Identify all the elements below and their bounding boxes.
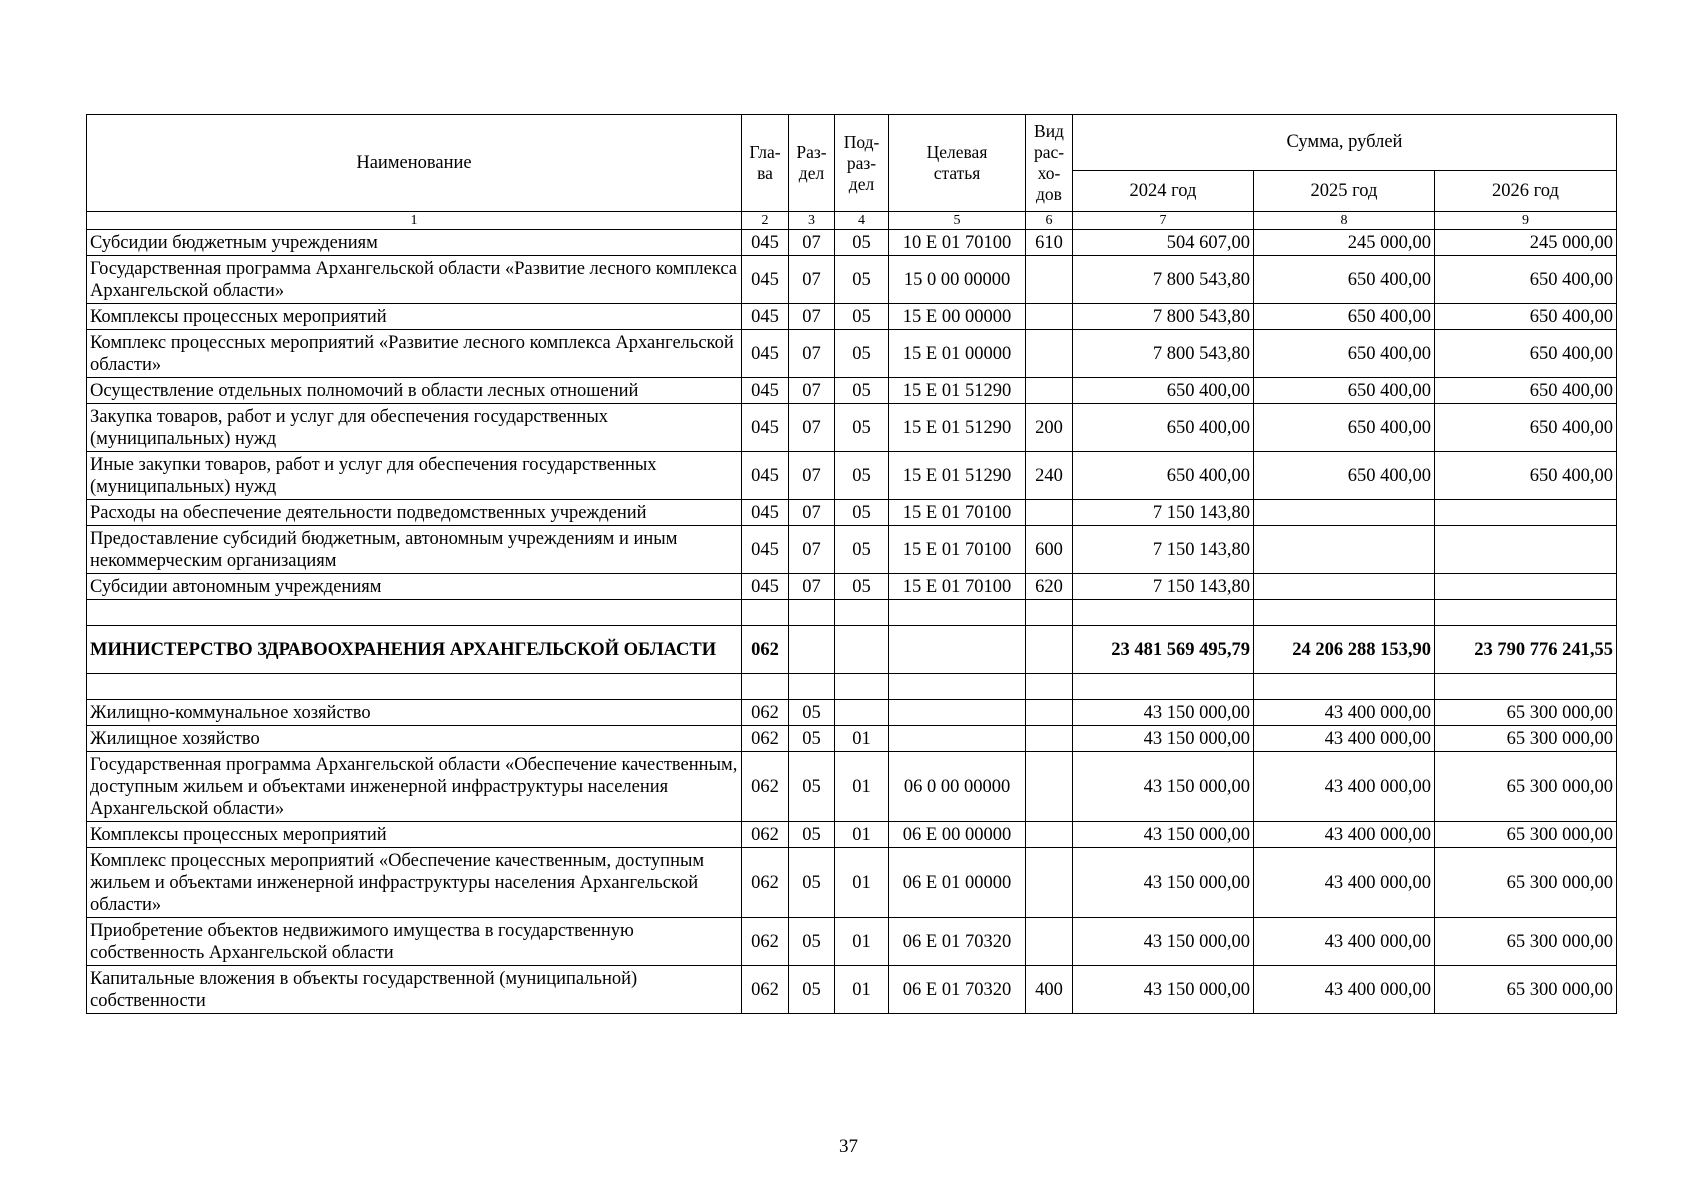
column-number: 9 <box>1435 212 1617 230</box>
row-razdel: 05 <box>789 752 835 822</box>
row-razdel: 07 <box>789 574 835 600</box>
row-sum-2024: 650 400,00 <box>1073 404 1254 452</box>
row-glava: 045 <box>742 230 789 256</box>
row-tselevaya-statya: 06 Е 01 00000 <box>889 848 1026 918</box>
row-sum-2025: 650 400,00 <box>1254 404 1435 452</box>
row-sum-2025 <box>1254 600 1435 626</box>
row-sum-2025: 650 400,00 <box>1254 256 1435 304</box>
row-tselevaya-statya: 15 Е 01 51290 <box>889 378 1026 404</box>
row-sum-2026: 65 300 000,00 <box>1435 918 1617 966</box>
row-vid-raskhodov <box>1026 848 1073 918</box>
row-razdel: 07 <box>789 256 835 304</box>
row-vid-raskhodov <box>1026 726 1073 752</box>
column-number: 7 <box>1073 212 1254 230</box>
row-sum-2024: 7 150 143,80 <box>1073 500 1254 526</box>
row-glava: 062 <box>742 626 789 674</box>
row-name: Государственная программа Архангельской области «Развитие лесного комплекса Архангельской области» <box>87 256 742 304</box>
column-number: 4 <box>835 212 889 230</box>
row-name: Субсидии автономным учреждениям <box>87 574 742 600</box>
row-sum-2026: 23 790 776 241,55 <box>1435 626 1617 674</box>
row-tselevaya-statya: 06 Е 00 00000 <box>889 822 1026 848</box>
column-numbers-row <box>87 212 1617 230</box>
row-sum-2024 <box>1073 600 1254 626</box>
row-name <box>87 600 742 626</box>
row-sum-2025: 650 400,00 <box>1254 452 1435 500</box>
row-sum-2026 <box>1435 500 1617 526</box>
row-sum-2024 <box>1073 674 1254 700</box>
row-podrazdel: 05 <box>835 256 889 304</box>
row-tselevaya-statya: 06 Е 01 70320 <box>889 966 1026 1014</box>
row-sum-2025: 245 000,00 <box>1254 230 1435 256</box>
table-row <box>87 526 1617 574</box>
row-podrazdel: 05 <box>835 452 889 500</box>
row-glava: 045 <box>742 256 789 304</box>
row-name: Приобретение объектов недвижимого имущества в государственную собственность Архангельской области <box>87 918 742 966</box>
row-sum-2026 <box>1435 674 1617 700</box>
row-sum-2024: 7 150 143,80 <box>1073 526 1254 574</box>
row-sum-2026: 650 400,00 <box>1435 304 1617 330</box>
row-podrazdel <box>835 626 889 674</box>
header-glava: Гла- ва <box>742 115 789 212</box>
table-row <box>87 674 1617 700</box>
table-row <box>87 822 1617 848</box>
row-podrazdel: 01 <box>835 848 889 918</box>
row-vid-raskhodov <box>1026 256 1073 304</box>
row-sum-2025 <box>1254 674 1435 700</box>
row-name: Комплексы процессных мероприятий <box>87 822 742 848</box>
row-podrazdel: 01 <box>835 966 889 1014</box>
row-sum-2026: 65 300 000,00 <box>1435 726 1617 752</box>
row-podrazdel <box>835 700 889 726</box>
row-podrazdel: 05 <box>835 330 889 378</box>
row-vid-raskhodov <box>1026 626 1073 674</box>
row-glava: 062 <box>742 848 789 918</box>
row-razdel: 07 <box>789 330 835 378</box>
row-podrazdel: 01 <box>835 918 889 966</box>
budget-table <box>86 114 1617 1014</box>
row-sum-2024: 43 150 000,00 <box>1073 752 1254 822</box>
row-sum-2025: 43 400 000,00 <box>1254 822 1435 848</box>
row-razdel: 05 <box>789 700 835 726</box>
column-number: 2 <box>742 212 789 230</box>
table-row <box>87 918 1617 966</box>
row-name: Осуществление отдельных полномочий в области лесных отношений <box>87 378 742 404</box>
table-row <box>87 230 1617 256</box>
row-sum-2026: 650 400,00 <box>1435 404 1617 452</box>
row-sum-2025: 43 400 000,00 <box>1254 966 1435 1014</box>
row-tselevaya-statya: 15 Е 01 51290 <box>889 452 1026 500</box>
row-sum-2024: 43 150 000,00 <box>1073 822 1254 848</box>
row-sum-2025: 43 400 000,00 <box>1254 848 1435 918</box>
row-name: Предоставление субсидий бюджетным, автономным учреждениям и иным некоммерческим организациям <box>87 526 742 574</box>
row-glava: 045 <box>742 452 789 500</box>
table-header <box>87 115 1617 230</box>
row-sum-2024: 43 150 000,00 <box>1073 966 1254 1014</box>
row-razdel <box>789 674 835 700</box>
row-name <box>87 674 742 700</box>
row-sum-2026 <box>1435 526 1617 574</box>
table-row <box>87 626 1617 674</box>
row-tselevaya-statya: 15 Е 01 51290 <box>889 404 1026 452</box>
row-sum-2024: 43 150 000,00 <box>1073 848 1254 918</box>
row-name: Комплекс процессных мероприятий «Обеспечение качественным, доступным жильем и объектами инженерной инфраструктуры населения Архангельской области» <box>87 848 742 918</box>
row-sum-2025: 650 400,00 <box>1254 330 1435 378</box>
row-sum-2025: 43 400 000,00 <box>1254 752 1435 822</box>
row-vid-raskhodov <box>1026 700 1073 726</box>
row-tselevaya-statya: 15 Е 00 00000 <box>889 304 1026 330</box>
row-name: Комплексы процессных мероприятий <box>87 304 742 330</box>
column-number: 6 <box>1026 212 1073 230</box>
row-razdel: 07 <box>789 452 835 500</box>
row-sum-2024: 43 150 000,00 <box>1073 726 1254 752</box>
row-vid-raskhodov <box>1026 500 1073 526</box>
row-vid-raskhodov: 400 <box>1026 966 1073 1014</box>
table-row <box>87 452 1617 500</box>
row-glava: 045 <box>742 304 789 330</box>
row-glava: 062 <box>742 918 789 966</box>
row-name: Комплекс процессных мероприятий «Развитие лесного комплекса Архангельской области» <box>87 330 742 378</box>
row-razdel: 07 <box>789 378 835 404</box>
row-razdel: 05 <box>789 726 835 752</box>
row-sum-2026: 65 300 000,00 <box>1435 822 1617 848</box>
row-glava: 062 <box>742 726 789 752</box>
row-sum-2025: 650 400,00 <box>1254 378 1435 404</box>
column-number: 8 <box>1254 212 1435 230</box>
row-sum-2026: 650 400,00 <box>1435 452 1617 500</box>
row-sum-2025 <box>1254 574 1435 600</box>
row-glava: 062 <box>742 700 789 726</box>
row-sum-2026 <box>1435 600 1617 626</box>
row-sum-2026: 650 400,00 <box>1435 378 1617 404</box>
row-razdel: 07 <box>789 526 835 574</box>
row-glava <box>742 674 789 700</box>
table-row <box>87 574 1617 600</box>
row-glava: 062 <box>742 752 789 822</box>
row-sum-2025 <box>1254 500 1435 526</box>
row-vid-raskhodov <box>1026 304 1073 330</box>
row-tselevaya-statya <box>889 626 1026 674</box>
row-sum-2024: 43 150 000,00 <box>1073 918 1254 966</box>
row-glava: 045 <box>742 526 789 574</box>
row-sum-2026: 65 300 000,00 <box>1435 966 1617 1014</box>
row-razdel: 07 <box>789 230 835 256</box>
row-vid-raskhodov: 610 <box>1026 230 1073 256</box>
row-sum-2026: 65 300 000,00 <box>1435 752 1617 822</box>
row-tselevaya-statya: 15 0 00 00000 <box>889 256 1026 304</box>
table-row <box>87 700 1617 726</box>
row-tselevaya-statya <box>889 700 1026 726</box>
column-number: 1 <box>87 212 742 230</box>
table-row <box>87 304 1617 330</box>
row-glava: 045 <box>742 500 789 526</box>
header-year-2025: 2025 год <box>1254 171 1435 212</box>
row-razdel: 07 <box>789 304 835 330</box>
row-sum-2024: 7 800 543,80 <box>1073 330 1254 378</box>
row-podrazdel: 05 <box>835 500 889 526</box>
row-name: Государственная программа Архангельской области «Обеспечение качественным, доступным жильем и объектами инженерной инфраструктуры населения Архангельской области» <box>87 752 742 822</box>
row-podrazdel: 05 <box>835 404 889 452</box>
row-sum-2026: 650 400,00 <box>1435 256 1617 304</box>
row-name: Капитальные вложения в объекты государственной (муниципальной) собственности <box>87 966 742 1014</box>
row-razdel: 07 <box>789 500 835 526</box>
header-podrazdel: Под- раз- дел <box>835 115 889 212</box>
row-podrazdel <box>835 600 889 626</box>
row-razdel: 05 <box>789 918 835 966</box>
row-name: Субсидии бюджетным учреждениям <box>87 230 742 256</box>
row-vid-raskhodov <box>1026 600 1073 626</box>
row-sum-2024: 7 800 543,80 <box>1073 304 1254 330</box>
table-row <box>87 330 1617 378</box>
row-sum-2024: 23 481 569 495,79 <box>1073 626 1254 674</box>
row-tselevaya-statya: 15 Е 01 00000 <box>889 330 1026 378</box>
row-sum-2026: 245 000,00 <box>1435 230 1617 256</box>
row-tselevaya-statya <box>889 674 1026 700</box>
header-summa: Сумма, рублей <box>1073 115 1617 171</box>
row-razdel: 05 <box>789 848 835 918</box>
header-razdel: Раз- дел <box>789 115 835 212</box>
row-razdel: 07 <box>789 404 835 452</box>
row-sum-2026: 650 400,00 <box>1435 330 1617 378</box>
row-podrazdel: 01 <box>835 726 889 752</box>
row-razdel <box>789 626 835 674</box>
header-year-2024: 2024 год <box>1073 171 1254 212</box>
row-vid-raskhodov <box>1026 752 1073 822</box>
table-row <box>87 848 1617 918</box>
row-name: Жилищное хозяйство <box>87 726 742 752</box>
row-vid-raskhodov: 200 <box>1026 404 1073 452</box>
row-podrazdel: 01 <box>835 752 889 822</box>
row-podrazdel <box>835 674 889 700</box>
row-glava: 062 <box>742 966 789 1014</box>
row-podrazdel: 05 <box>835 230 889 256</box>
row-razdel: 05 <box>789 822 835 848</box>
row-sum-2024: 650 400,00 <box>1073 378 1254 404</box>
row-name: МИНИСТЕРСТВО ЗДРАВООХРАНЕНИЯ АРХАНГЕЛЬСКОЙ ОБЛАСТИ <box>87 626 742 674</box>
row-vid-raskhodov <box>1026 330 1073 378</box>
row-glava: 045 <box>742 330 789 378</box>
row-glava: 045 <box>742 574 789 600</box>
row-tselevaya-statya <box>889 600 1026 626</box>
row-vid-raskhodov <box>1026 918 1073 966</box>
row-podrazdel: 05 <box>835 526 889 574</box>
row-podrazdel: 05 <box>835 378 889 404</box>
row-sum-2026: 65 300 000,00 <box>1435 848 1617 918</box>
row-sum-2025: 24 206 288 153,90 <box>1254 626 1435 674</box>
row-sum-2026: 65 300 000,00 <box>1435 700 1617 726</box>
table-row <box>87 500 1617 526</box>
row-name: Жилищно-коммунальное хозяйство <box>87 700 742 726</box>
row-sum-2025: 43 400 000,00 <box>1254 918 1435 966</box>
row-glava: 045 <box>742 378 789 404</box>
row-vid-raskhodov <box>1026 674 1073 700</box>
row-tselevaya-statya: 10 Е 01 70100 <box>889 230 1026 256</box>
row-glava: 062 <box>742 822 789 848</box>
column-number: 5 <box>889 212 1026 230</box>
row-podrazdel: 05 <box>835 304 889 330</box>
column-number: 3 <box>789 212 835 230</box>
row-vid-raskhodov: 600 <box>1026 526 1073 574</box>
row-sum-2024: 7 800 543,80 <box>1073 256 1254 304</box>
table-body <box>87 230 1617 1014</box>
row-sum-2024: 504 607,00 <box>1073 230 1254 256</box>
row-tselevaya-statya: 06 0 00 00000 <box>889 752 1026 822</box>
row-tselevaya-statya: 15 Е 01 70100 <box>889 526 1026 574</box>
page-number: 37 <box>839 1136 858 1157</box>
row-name: Расходы на обеспечение деятельности подведомственных учреждений <box>87 500 742 526</box>
row-tselevaya-statya: 15 Е 01 70100 <box>889 574 1026 600</box>
row-glava <box>742 600 789 626</box>
row-vid-raskhodov: 620 <box>1026 574 1073 600</box>
row-sum-2025: 43 400 000,00 <box>1254 726 1435 752</box>
row-vid-raskhodov: 240 <box>1026 452 1073 500</box>
row-sum-2026 <box>1435 574 1617 600</box>
row-podrazdel: 05 <box>835 574 889 600</box>
row-sum-2024: 43 150 000,00 <box>1073 700 1254 726</box>
row-razdel <box>789 600 835 626</box>
table-row <box>87 752 1617 822</box>
row-vid-raskhodov <box>1026 822 1073 848</box>
header-name: Наименование <box>87 115 742 212</box>
row-glava: 045 <box>742 404 789 452</box>
row-sum-2025: 650 400,00 <box>1254 304 1435 330</box>
row-tselevaya-statya: 06 Е 01 70320 <box>889 918 1026 966</box>
row-name: Иные закупки товаров, работ и услуг для обеспечения государственных (муниципальных) нужд <box>87 452 742 500</box>
row-name: Закупка товаров, работ и услуг для обеспечения государственных (муниципальных) нужд <box>87 404 742 452</box>
header-vid-raskhodov: Вид рас- хо- дов <box>1026 115 1073 212</box>
table-row <box>87 726 1617 752</box>
row-vid-raskhodov <box>1026 378 1073 404</box>
row-sum-2025: 43 400 000,00 <box>1254 700 1435 726</box>
row-podrazdel: 01 <box>835 822 889 848</box>
header-tselevaya-statya: Целевая статья <box>889 115 1026 212</box>
header-year-2026: 2026 год <box>1435 171 1617 212</box>
row-sum-2024: 7 150 143,80 <box>1073 574 1254 600</box>
row-tselevaya-statya: 15 Е 01 70100 <box>889 500 1026 526</box>
table-row <box>87 378 1617 404</box>
table-row <box>87 966 1617 1014</box>
row-sum-2024: 650 400,00 <box>1073 452 1254 500</box>
row-sum-2025 <box>1254 526 1435 574</box>
table-row <box>87 404 1617 452</box>
table-row <box>87 600 1617 626</box>
row-tselevaya-statya <box>889 726 1026 752</box>
table-row <box>87 256 1617 304</box>
row-razdel: 05 <box>789 966 835 1014</box>
